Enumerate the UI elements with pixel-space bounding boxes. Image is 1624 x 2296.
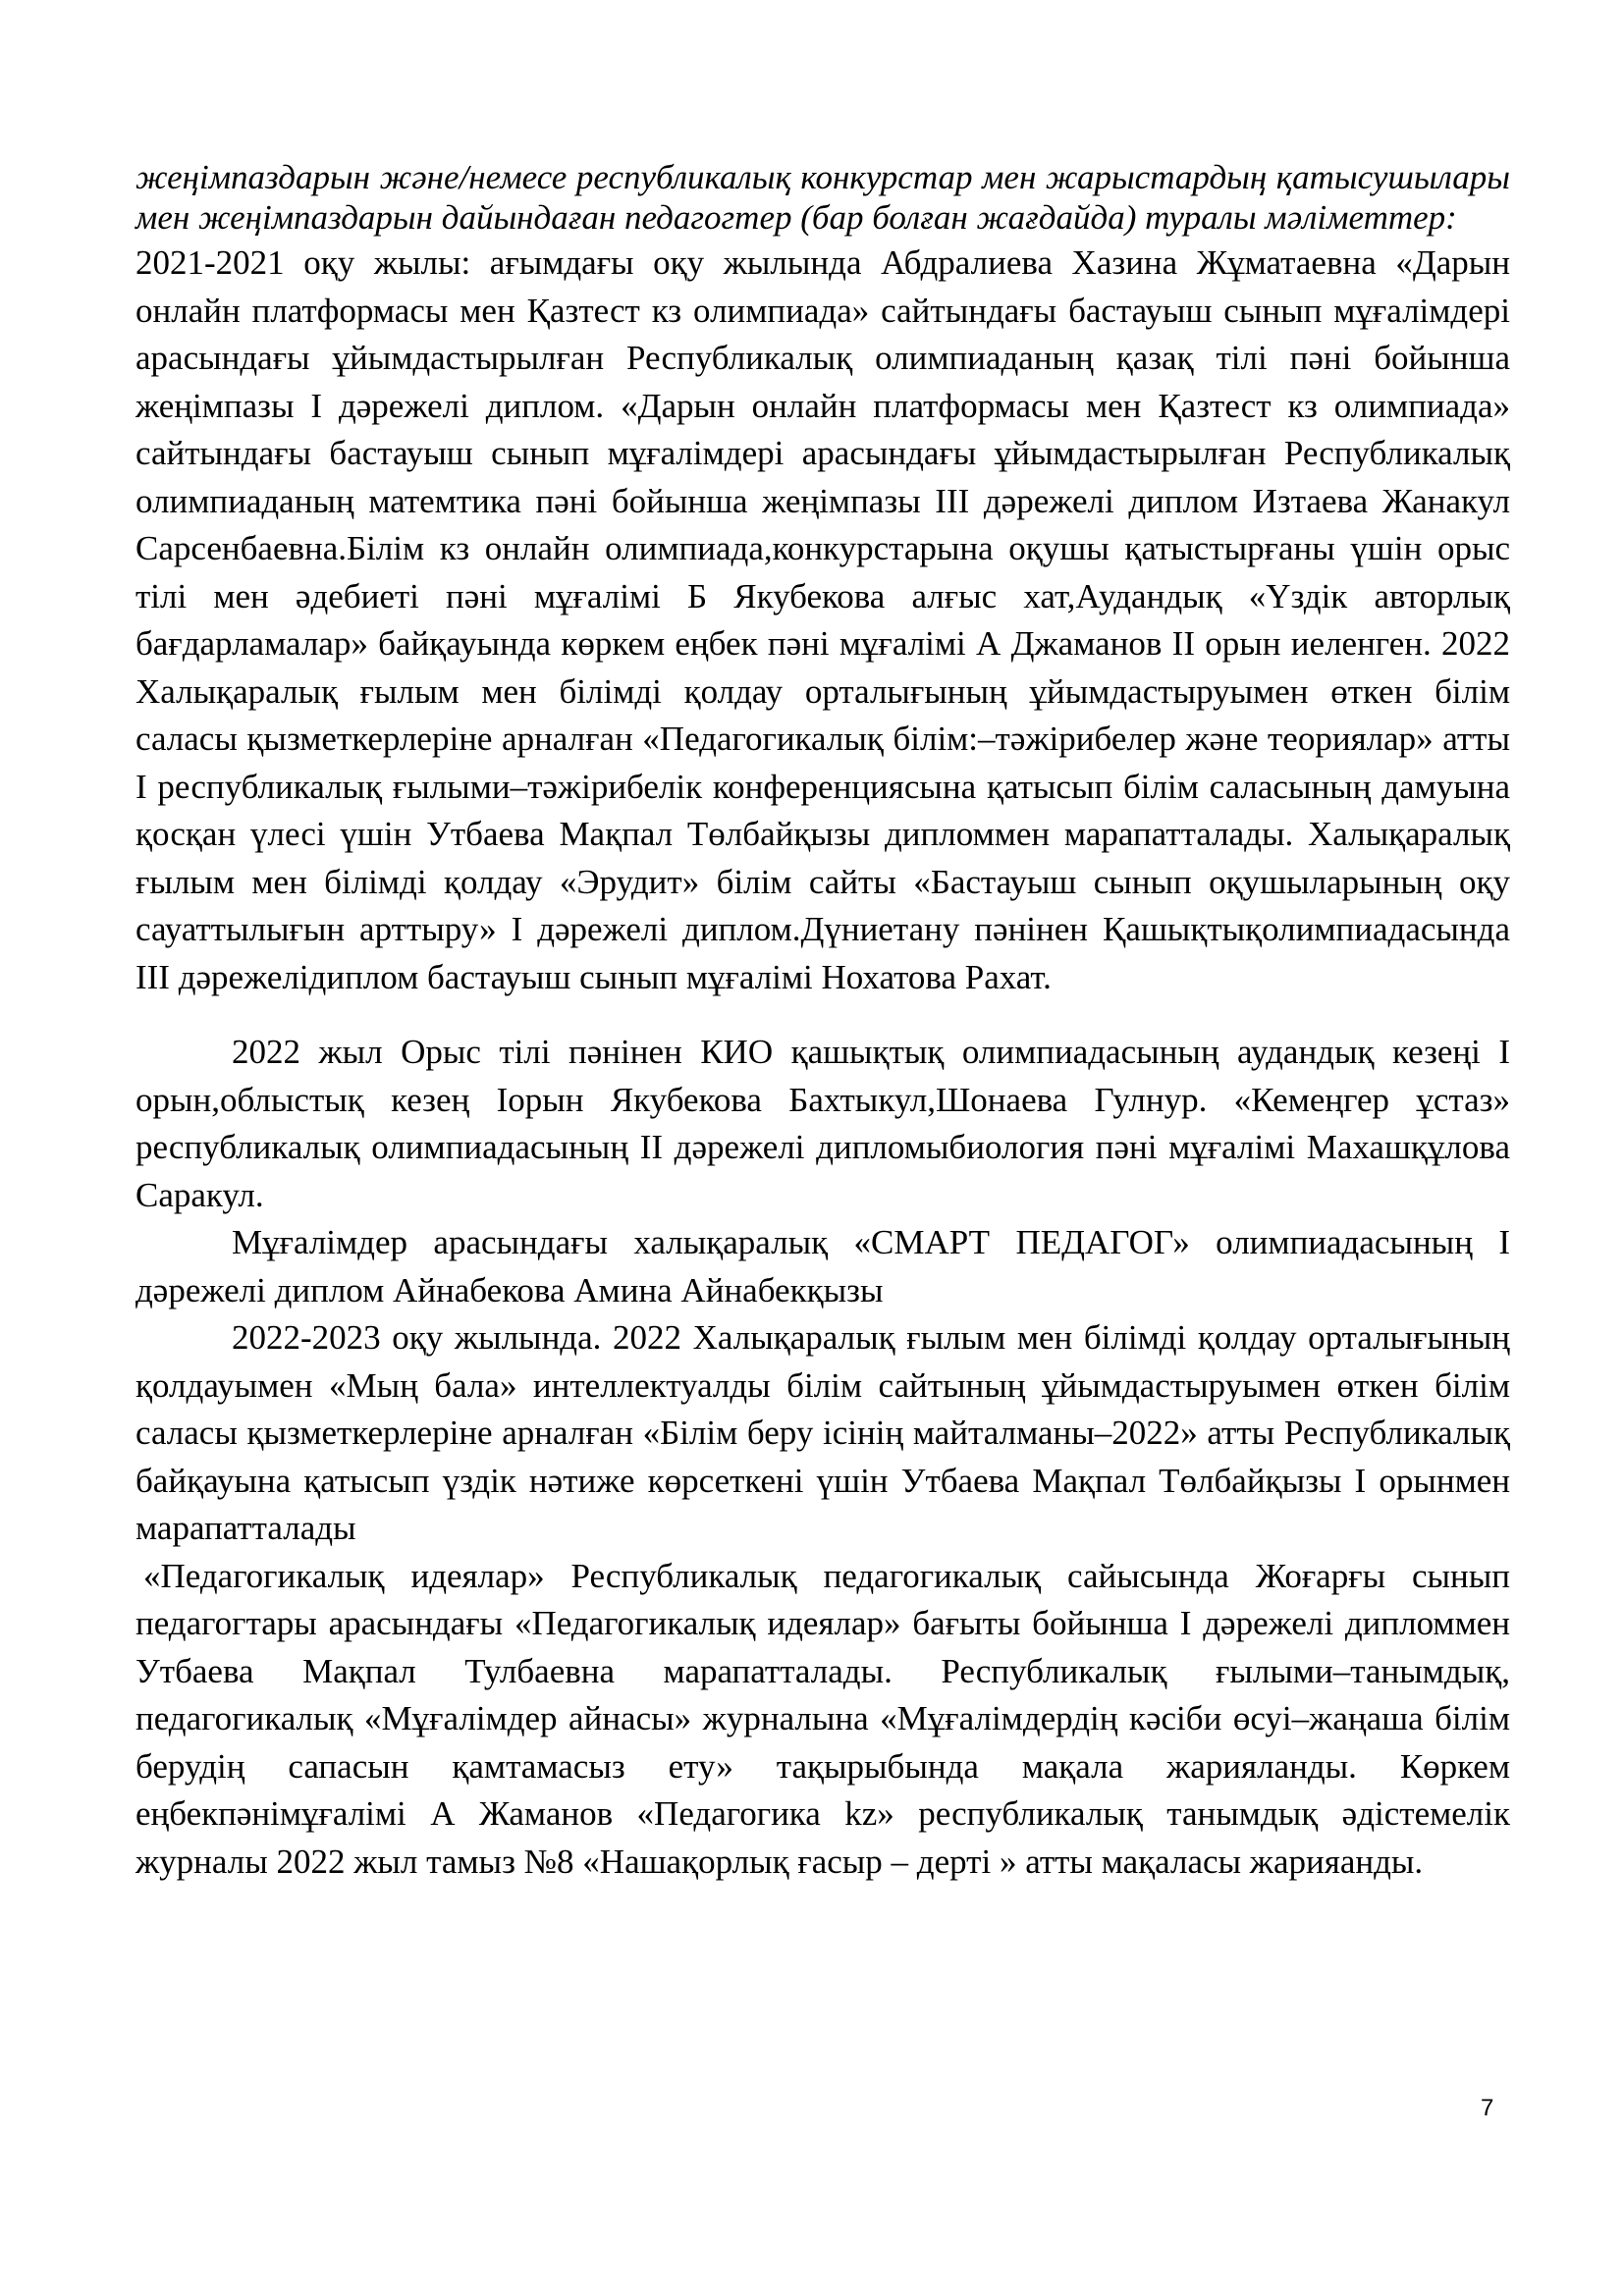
paragraph-pedagogical-ideas: «Педагогикалық идеялар» Республикалық педагогикалық сайысында Жоғарғы сынып педагогтары арасындағы «Педагогикалық идеялар» бағыты бойынша І дәрежелі дипломмен Утбаева Мақпал Тулбаевна марапатталады. Республикалық ғылыми–танымдық, педагогикалық «Мұғалімдер айнасы» журналына «Мұғалімдердің кәсіби өсуі–жаңаша білім берудің сапасын қамтамасыз ету» тақырыбында мақала жарияланды. Көркем еңбекпәнімұғалімі А Жаманов «Педагогика kz» республикалық танымдық әдістемелік журналы 2022 жыл тамыз №8 «Нашақорлық ғасыр – дерті » атты мақаласы жарияанды. (135, 1556, 1510, 1881)
page-number: 7 (1481, 2095, 1494, 2121)
paragraph-2022-2023: 2022-2023 оқу жылында. 2022 Халықаралық ғылым мен білімді қолдау орталығының қолдауымен «Мың бала» интеллектуалды білім сайтының ұйымдастыруымен өткен білім саласы қызметкерлеріне арналған «Білім беру ісінің майталманы–2022» атты Республикалық байқауына қатысып үздік нәтиже көрсеткені үшін Утбаева Мақпал Төлбайқызы І орынмен марапатталады (135, 1318, 1510, 1547)
paragraph-smart-pedagog: Мұғалімдер арасындағы халықаралық «СМАРТ ПЕДАГОГ» олимпиадасының І дәрежелі диплом Айнабекова Амина Айнабекқызы (135, 1223, 1510, 1309)
intro-italic-text: жеңімпаздарын және/немесе республикалық конкурстар мен жарыстардың қатысушылары мен жеңімпаздарын дайындаған педагогтер (бар болған жағдайда) туралы мәліметтер: (135, 158, 1510, 237)
paragraph-2021-results: 2021-2021 оқу жылы: ағымдағы оқу жылында Абдралиева Хазина Жұматаевна «Дарын онлайн платформасы мен Қазтест кз олимпиада» сайтындағы бастауыш сынып мұғалімдері арасындағы ұйымдастырылған Республикалық олимпиаданың қазақ тілі пәні бойынша жеңімпазы І дәрежелі диплом. «Дарын онлайн платформасы мен Қазтест кз олимпиада» сайтындағы бастауыш сынып мұғалімдері арасындағы ұйымдастырылған Республикалық олимпиаданың матемтика пәні бойынша жеңімпазы ІІІ дәрежелі диплом Изтаева Жанакул Сарсенбаевна.Білім кз онлайн олимпиада,конкурстарына оқушы қатыстырғаны үшін орыс тілі мен әдебиеті пәні мұғалімі Б Якубекова алғыс хат,Аудандық «Үздік авторлық бағдарламалар» байқауында көркем еңбек пәні мұғалімі А Джаманов ІІ орын иеленген. 2022 Халықаралық ғылым мен білімді қолдау орталығының ұйымдастыруымен өткен білім саласы қызметкерлеріне арналған «Педагогикалық білім:–тәжірибелер және теориялар» атты І республикалық ғылыми–тәжірибелік конференциясына қатысып білім саласының дамуына қосқан үлесі үшін Утбаева Мақпал Төлбайқызы дипломмен марапатталады. Халықаралық ғылым мен білімді қолдау «Эрудит» білім сайты «Бастауыш сынып оқушыларының оқу сауаттылығын арттыру» І дәрежелі диплом.Дүниетану пәнінен Қашықтықолимпиадасында ІІІ дәрежелідиплом бастауыш сынып мұғалімі Нохатова Рахат. (135, 243, 1510, 996)
page-body (135, 157, 1510, 1886)
paragraph-2022-olympiads: 2022 жыл Орыс тілі пәнінен КИО қашықтық олимпиадасының аудандық кезеңі І орын,облыстық кезең Іорын Якубекова Бахтыкул,Шонаева Гулнур. «Кемеңгер ұстаз» республикалық олимпиадасының ІІ дәрежелі дипломыбиология пәні мұғалімі Махашқұлова Саракул. (135, 1033, 1510, 1214)
